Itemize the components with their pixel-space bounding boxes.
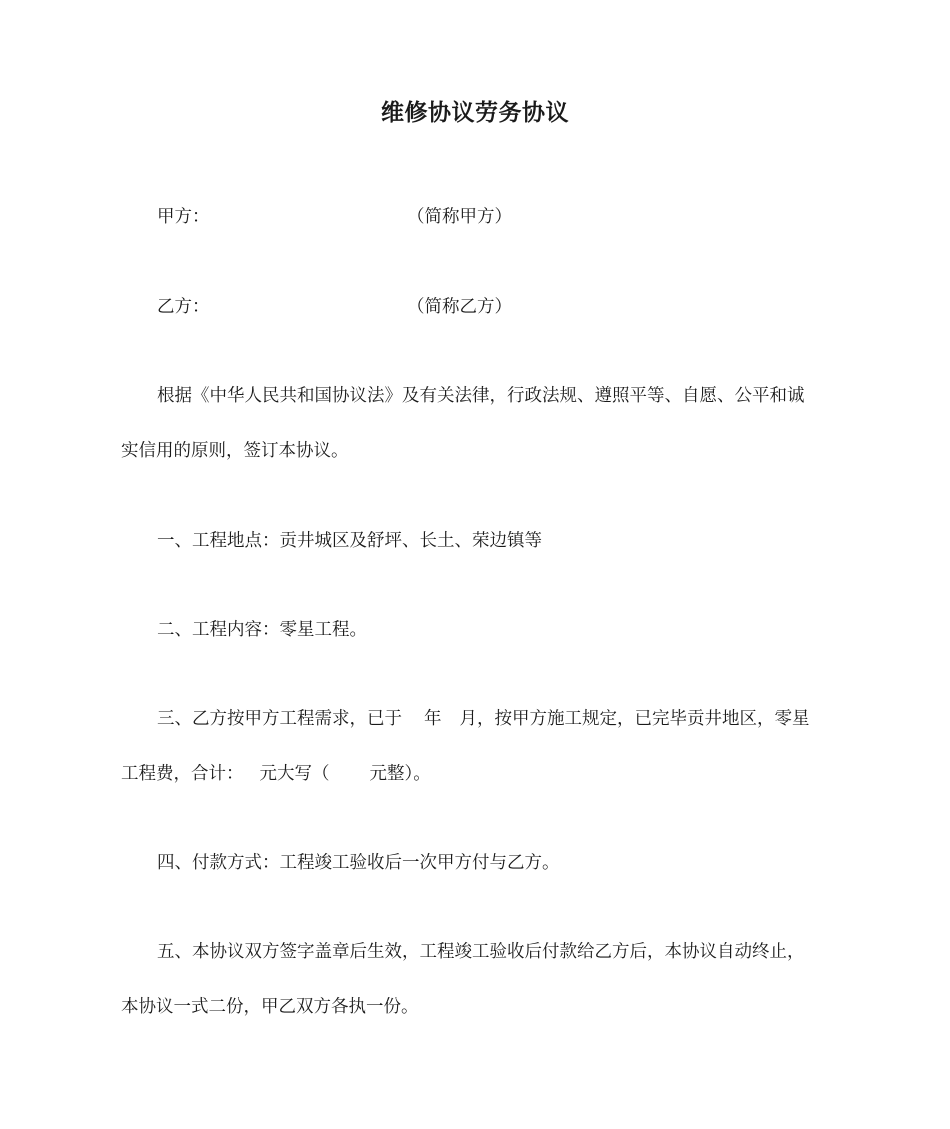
clause-4: 四、付款方式：工程竣工验收后一次甲方付与乙方。 [157, 853, 560, 873]
clause-3-line-2-part-3: 元整）。 [369, 764, 431, 784]
clause-2: 二、工程内容：零星工程。 [157, 620, 367, 640]
clause-3-line-2-part-2: 元大写（ [259, 764, 330, 784]
party-a-label: 甲方： [157, 207, 210, 227]
party-b-label: 乙方： [157, 297, 210, 317]
clause-3-line-2-part-1: 工程费，合计： [121, 764, 244, 784]
clause-5-line-2: 本协议一式二份，甲乙双方各执一份。 [121, 997, 419, 1017]
clause-3-line-1 [157, 706, 810, 732]
party-a-abbr: （简称甲方） [407, 207, 512, 227]
clause-3-line-2 [121, 761, 431, 787]
clause-5-line-1: 五、本协议双方签字盖章后生效，工程竣工验收后付款给乙方后，本协议自动终止， [157, 942, 805, 962]
party-b-abbr: （简称乙方） [407, 297, 512, 317]
clause-3-part-2: 年 [424, 709, 442, 729]
clause-3-part-1: 三、乙方按甲方工程需求，已于 [157, 709, 402, 729]
clause-3-part-3: 月，按甲方施工规定，已完毕贡井地区，零星 [459, 709, 810, 729]
document-title: 维修协议劳务协议 [381, 100, 569, 126]
intro-line-1: 根据《中华人民共和国协议法》及有关法律，行政法规、遵照平等、自愿、公平和诚 [157, 386, 805, 406]
clause-1: 一、工程地点：贡井城区及舒坪、长土、荣边镇等 [157, 531, 542, 551]
intro-line-2: 实信用的原则，签订本协议。 [121, 441, 349, 461]
